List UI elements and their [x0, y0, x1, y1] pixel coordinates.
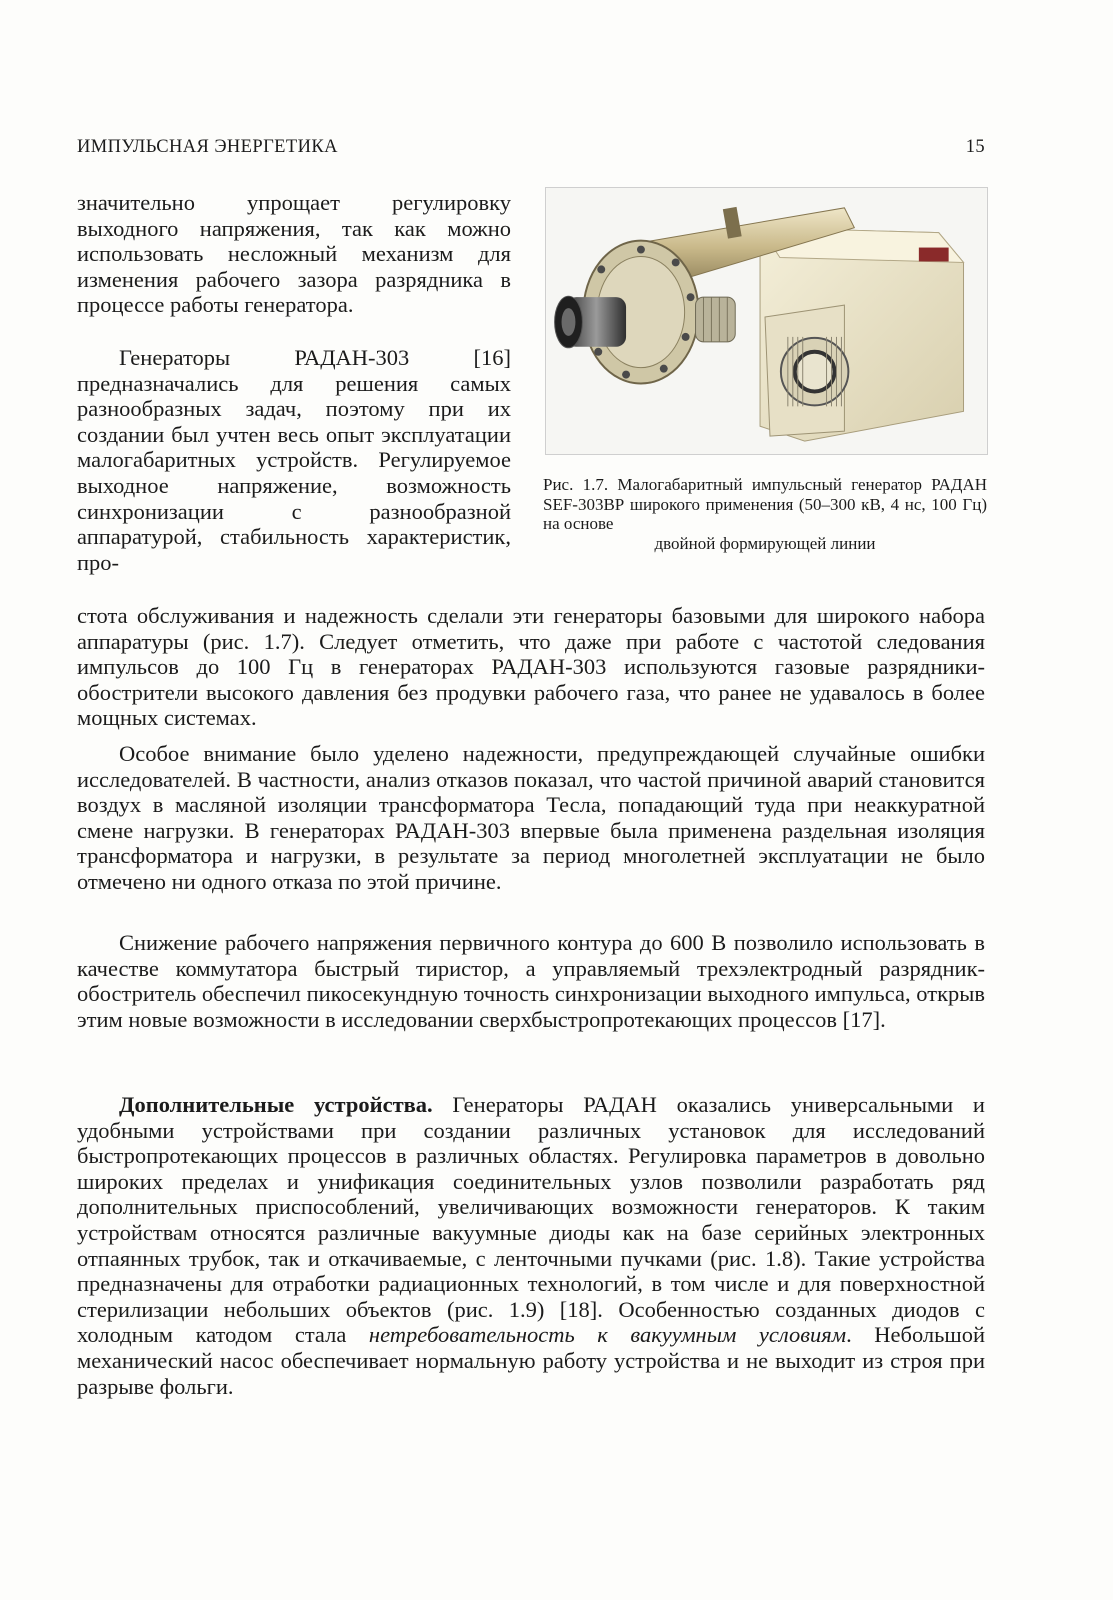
paragraph-5 [77, 1092, 985, 1399]
paragraph-5-text-b: . Небольшой механический насос обеспечивает нормальную работу устройства и не выходит из строя при разрыве фольги. [77, 1322, 986, 1399]
paragraph-3: Особое внимание было уделено надежности, предупреждающей случайные ошибки исследователей. В частности, анализ отказов показал, что частой причиной аварий становится воздух в масляной изоляции трансформатора Тесла, попадающий туда при неаккуратной смене нагрузки. В генераторах РАДАН-303 впервые была применена раздельная изоляция трансформатора и нагрузки, в результате за период многолетней эксплуатации не было отмечено ни одного отказа по этой причине. [77, 741, 985, 894]
figure-caption [543, 475, 987, 553]
figure-caption-last-line: двойной формирующей линии [654, 533, 876, 553]
paragraph-1: значительно упрощает регулировку выходного напряжения, так как можно использовать несложный механизм для изменения рабочего зазора разрядника в процессе работы генератора. [77, 190, 511, 318]
paragraph-4: Снижение рабочего напряжения первичного контура до 600 В позволило использовать в качестве коммутатора быстрый тиристор, а управляемый трехэлектродный разрядник-обостритель обеспечил пикосекундную точность синхронизации выходного импульса, открыв этим новые возможности в исследовании сверхбыстропротекающих процессов [17]. [77, 930, 985, 1032]
page-number: 15 [965, 137, 985, 157]
paragraph-5-emphasis: нетребовательность к вакуумным условиям [368, 1322, 847, 1348]
figure-generator-photo [545, 187, 988, 455]
generator-photo [546, 188, 987, 454]
running-title: ИМПУЛЬСНАЯ ЭНЕРГЕТИКА [77, 137, 338, 157]
figure-caption-main: Рис. 1.7. Малогабаритный импульсный генератор РАДАН SEF-303ВР широкого применения (50–300 кВ, 4 нс, 100 Гц) на основе [543, 475, 987, 533]
section-runin-heading: Дополнительные устройства. [119, 1092, 433, 1117]
paragraph-5-text-a: Генераторы РАДАН оказались универсальными и удобными устройствами при создании различных установок для исследований быстропротекающих процессов в различных областях. Регулировка параметров в довольно широких пределах и унификация соединительных узлов позволили разработать ряд дополнительных приспособлений, увеличивающих возможности генераторов. К таким устройствам относятся различные вакуумные диоды как на базе серийных электронных отпаянных трубок, так и откачиваемые, с ленточными пучками (рис. 1.8). Такие устройства предназначены для отработки радиационных технологий, в том числе и для поверхностной стерилизации небольших объектов (рис. 1.9) [18]. Особенностью созданных диодов с холодным катодом стала [77, 1092, 985, 1348]
paragraph-2-start: Генераторы РАДАН-303 [16] предназначались для решения самых разнообразных задач, поэтому при их создании был учтен весь опыт эксплуатации малогабаритных устройств. Регулируемое выходное напряжение, возможность синхронизации с разнообразной аппаратурой, стабильность характеристик, про- [77, 345, 511, 575]
paragraph-2-end: стота обслуживания и надежность сделали эти генераторы базовыми для широкого набора аппаратуры (рис. 1.7). Следует отметить, что даже при работе с частотой следования импульсов до 100 Гц в генераторах РАДАН-303 используются газовые разрядники-обострители высокого давления без продувки рабочего газа, что ранее не удавалось в более мощных системах. [77, 603, 985, 731]
